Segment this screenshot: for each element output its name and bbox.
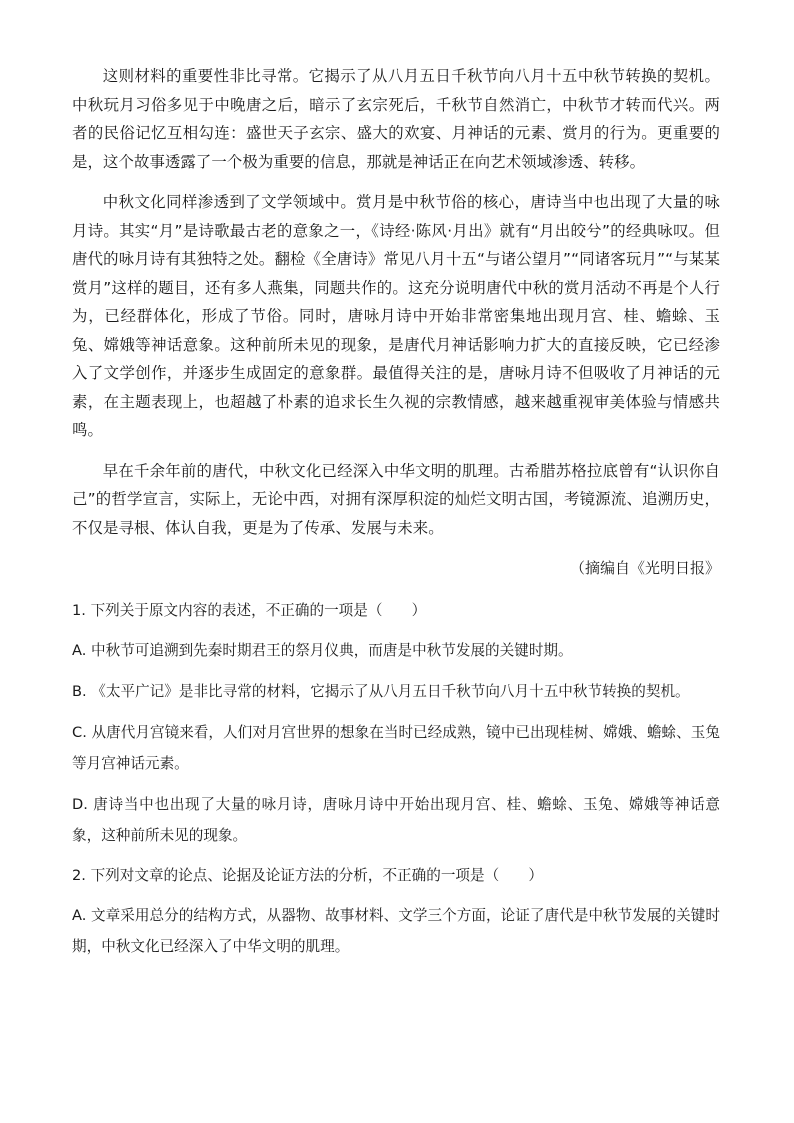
question-1 bbox=[72, 596, 720, 851]
question-2-stem: 2. 下列对文章的论点、论据及论证方法的分析，不正确的一项是（ ） bbox=[72, 867, 543, 884]
question-2-option-a: A. 文章采用总分的结构方式，从器物、故事材料、文学三个方面，论证了唐代是中秋节发展的关键时期，中秋文化已经深入了中华文明的肌理。 bbox=[72, 907, 720, 955]
document-page bbox=[72, 62, 720, 972]
question-1-option-b: B. 《太平广记》是非比寻常的材料，它揭示了从八月五日千秋节向八月十五中秋节转换的契机。 bbox=[72, 683, 690, 700]
article-paragraph-3: 早在千余年前的唐代，中秋文化已经深入中华文明的肌理。古希腊苏格拉底曾有“认识你自己”的哲学宣言，实际上，无论中西，对拥有深厚积淀的灿烂文明古国，考镜源流、追溯历史，不仅是寻根、体认自我，更是为了传承、发展与未来。 bbox=[72, 461, 720, 537]
question-1-option-c: C. 从唐代月宫镜来看，人们对月宫世界的想象在当时已经成熟，镜中已出现桂树、嫦娥、蟾蜍、玉兔等月宫神话元素。 bbox=[72, 724, 720, 772]
question-1-option-a: A. 中秋节可追溯到先秦时期君王的祭月仪典，而唐是中秋节发展的关键时期。 bbox=[72, 642, 573, 659]
article-paragraph-2: 中秋文化同样渗透到了文学领域中。赏月是中秋节俗的核心，唐诗当中也出现了大量的咏月诗。其实“月”是诗歌最古老的意象之一，《诗经·陈风·月出》就有“月出皎兮”的经典咏叹。但唐代的咏月诗有其独特之处。翻检《全唐诗》常见八月十五“与诸公望月”“同诸客玩月”“与某某赏月”这样的题目，还有多人燕集，同题共作的。这充分说明唐代中秋的赏月活动不再是个人行为，已经群体化，形成了节俗。同时，唐咏月诗中开始非常密集地出现月宫、桂、蟾蜍、玉兔、嫦娥等神话意象。这种前所未见的现象，是唐代月神话影响力扩大的直接反映，它已经渗入了文学创作，并逐步生成固定的意象群。最值得关注的是，唐咏月诗不但吸收了月神话的元素，在主题表现上，也超越了朴素的追求长生久视的宗教情感，越来越重视审美体验与情感共鸣。 bbox=[72, 193, 720, 439]
question-1-stem: 1. 下列关于原文内容的表述，不正确的一项是（ ） bbox=[72, 602, 427, 619]
question-2 bbox=[72, 861, 720, 962]
article-paragraph-1: 这则材料的重要性非比寻常。它揭示了从八月五日千秋节向八月十五中秋节转换的契机。中秋玩月习俗多见于中晚唐之后，暗示了玄宗死后，千秋节自然消亡，中秋节才转而代兴。两者的民俗记忆互相勾连：盛世天子玄宗、盛大的欢宴、月神话的元素、赏月的行为。更重要的是，这个故事透露了一个极为重要的信息，那就是神话正在向艺术领域渗透、转移。 bbox=[72, 67, 720, 171]
article-source: （摘编自《光明日报》 bbox=[569, 559, 720, 577]
question-1-option-d: D. 唐诗当中也出现了大量的咏月诗，唐咏月诗中开始出现月宫、桂、蟾蜍、玉兔、嫦娥等神话意象，这种前所未见的现象。 bbox=[72, 796, 720, 844]
